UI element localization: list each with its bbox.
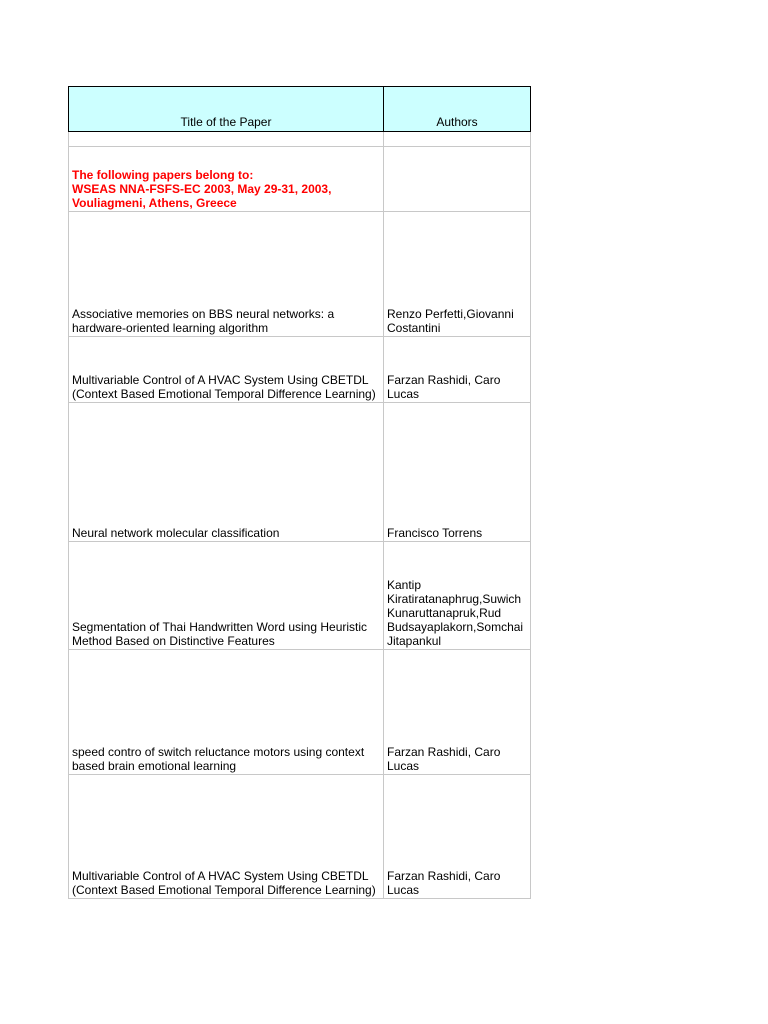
table-row xyxy=(69,337,531,403)
paper-title-cell: Associative memories on BBS neural networks: a hardware-oriented learning algorithm xyxy=(69,212,384,337)
paper-authors-cell: Renzo Perfetti,Giovanni Costantini xyxy=(384,212,531,337)
empty-cell xyxy=(384,132,531,147)
papers-table xyxy=(68,86,531,899)
table-row xyxy=(69,212,531,337)
notice-line: WSEAS NNA-FSFS-EC 2003, May 29-31, 2003, xyxy=(72,182,332,196)
empty-cell xyxy=(69,132,384,147)
table-row xyxy=(69,650,531,775)
empty-row xyxy=(69,132,531,147)
paper-authors-cell: Farzan Rashidi, Caro Lucas xyxy=(384,337,531,403)
title-column-header: Title of the Paper xyxy=(69,87,384,132)
conference-notice xyxy=(69,147,384,212)
paper-title-cell: speed contro of switch reluctance motors using context based brain emotional learning xyxy=(69,650,384,775)
paper-authors-cell: Farzan Rashidi, Caro Lucas xyxy=(384,775,531,899)
notice-row xyxy=(69,147,531,212)
table-row xyxy=(69,542,531,650)
paper-title-cell: Segmentation of Thai Handwritten Word using Heuristic Method Based on Distinctive Features xyxy=(69,542,384,650)
paper-authors-cell: Francisco Torrens xyxy=(384,403,531,542)
notice-line: The following papers belong to: xyxy=(72,168,254,182)
paper-authors-cell: Kantip Kiratiratanaphrug,Suwich Kunaruttanapruk,Rud Budsayaplakorn,Somchai Jitapankul xyxy=(384,542,531,650)
empty-cell xyxy=(384,147,531,212)
table-row xyxy=(69,403,531,542)
header-row xyxy=(69,87,531,132)
notice-line: Vouliagmeni, Athens, Greece xyxy=(72,196,237,210)
paper-title-cell: Multivariable Control of A HVAC System Using CBETDL (Context Based Emotional Temporal Difference Learning) xyxy=(69,775,384,899)
paper-authors-cell: Farzan Rashidi, Caro Lucas xyxy=(384,650,531,775)
paper-title-cell: Neural network molecular classification xyxy=(69,403,384,542)
paper-title-cell: Multivariable Control of A HVAC System Using CBETDL (Context Based Emotional Temporal Difference Learning) xyxy=(69,337,384,403)
authors-column-header: Authors xyxy=(384,87,531,132)
table-row xyxy=(69,775,531,899)
